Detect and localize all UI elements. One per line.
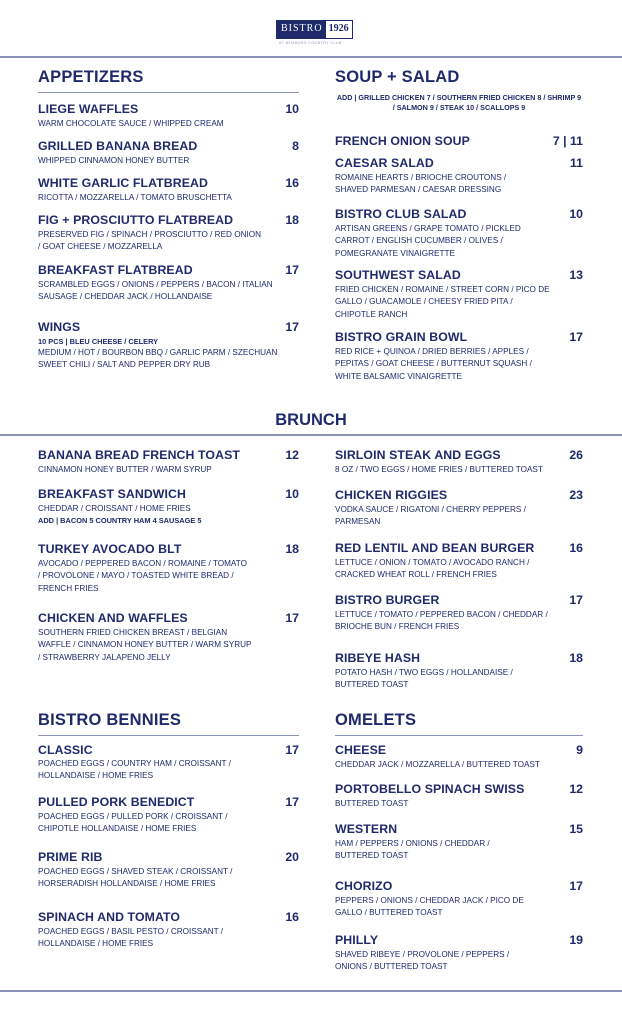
item-name: GRILLED BANANA BREAD: [38, 139, 198, 153]
bennies-header: [38, 711, 299, 736]
item-name: FIG + PROSCIUTTO FLATBREAD: [38, 213, 234, 227]
item-name: SIRLOIN STEAK AND EGGS: [335, 448, 501, 462]
item-price: 13: [569, 268, 583, 282]
item-addons: 10 PCS | BLEU CHEESE / CELERY: [38, 337, 159, 346]
item-name: SPINACH AND TOMATO: [38, 910, 181, 924]
item-description: LETTUCE / TOMATO / PEPPERED BACON / CHEDDAR / BRIOCHE BUN / FRENCH FRIES: [335, 610, 548, 632]
item-price: 7 | 11: [552, 134, 583, 148]
item-name: RED LENTIL AND BEAN BURGER: [335, 541, 535, 555]
logo-subtitle: AT BEMBURG COUNTRY CLUB: [279, 41, 342, 45]
item-price: 17: [569, 330, 583, 344]
item-price: 16: [285, 176, 299, 190]
item-description: SCRAMBLED EGGS / ONIONS / PEPPERS / BACON / ITALIAN SAUSAGE / CHEDDAR JACK / HOLLANDAISE: [38, 280, 273, 302]
menu-item: [335, 541, 583, 582]
omelets-header: [335, 711, 583, 736]
item-description: FRIED CHICKEN / ROMAINE / STREET CORN / PICO DE GALLO / GUACAMOLE / CHEESY FRIED PITA / CHIPOTLE RANCH: [335, 285, 550, 319]
menu-item: [335, 782, 583, 810]
item-description: CHEDDAR / CROISSANT / HOME FRIES: [38, 504, 191, 513]
item-price: 15: [569, 822, 583, 836]
logo-text-bistro: BISTRO: [277, 21, 326, 38]
menu-item: [38, 850, 299, 891]
section-title: BISTRO BENNIES: [38, 711, 182, 729]
item-name: LIEGE WAFFLES: [38, 102, 139, 116]
menu-item: [335, 933, 583, 974]
menu-item: [38, 139, 299, 167]
item-description: MEDIUM / HOT / BOURBON BBQ / GARLIC PARM / SZECHUAN SWEET CHILI / SALT AND PEPPER DRY RUB: [38, 348, 278, 370]
item-name: WINGS: [38, 320, 81, 334]
item-name: CHORIZO: [335, 879, 393, 893]
item-description: WHIPPED CINNAMON HONEY BUTTER: [38, 156, 190, 165]
menu-item: [38, 542, 299, 595]
section-title: APPETIZERS: [38, 68, 144, 86]
section-title: OMELETS: [335, 711, 417, 729]
section-underline: [335, 735, 583, 736]
item-price: 16: [569, 541, 583, 555]
item-price: 12: [285, 448, 299, 462]
item-description: PRESERVED FIG / SPINACH / PROSCIUTTO / RED ONION / GOAT CHEESE / MOZZARELLA: [38, 230, 262, 252]
item-name: PHILLY: [335, 933, 379, 947]
menu-item: [335, 651, 583, 692]
item-price: 10: [285, 102, 299, 116]
menu-item: [335, 822, 583, 863]
item-price: 10: [285, 487, 299, 501]
bistro-logo: [276, 20, 353, 39]
item-name: PULLED PORK BENEDICT: [38, 795, 195, 809]
item-price: 17: [285, 743, 299, 757]
section-title: SOUP + SALAD: [335, 68, 460, 86]
item-name: BISTRO CLUB SALAD: [335, 207, 467, 221]
item-price: 17: [285, 263, 299, 277]
item-addons: ADD | BACON 5 COUNTRY HAM 4 SAUSAGE 5: [38, 516, 202, 526]
menu-item: [335, 134, 583, 149]
item-price: 18: [285, 213, 299, 227]
item-price: 18: [285, 542, 299, 556]
section-underline: [38, 735, 299, 736]
item-price: 9: [576, 743, 583, 757]
item-description: CINNAMON HONEY BUTTER / WARM SYRUP: [38, 465, 212, 474]
appetizers-header: [38, 68, 299, 93]
item-description: CHEDDAR JACK / MOZZARELLA / BUTTERED TOAST: [335, 760, 540, 769]
bottom-divider: [0, 990, 622, 992]
item-description: SHAVED RIBEYE / PROVOLONE / PEPPERS / ONIONS / BUTTERED TOAST: [335, 950, 510, 972]
item-name: CAESAR SALAD: [335, 156, 434, 170]
item-price: 10: [569, 207, 583, 221]
item-description: ROMAINE HEARTS / BRIOCHE CROUTONS / SHAVED PARMESAN / CAESAR DRESSING: [335, 173, 507, 195]
item-description: SOUTHERN FRIED CHICKEN BREAST / BELGIAN WAFFLE / CINNAMON HONEY BUTTER / WARM SYRUP / STRAWBERRY JALAPENO JELLY: [38, 628, 252, 662]
item-name: WHITE GARLIC FLATBREAD: [38, 176, 209, 190]
menu-item: [335, 593, 583, 634]
item-description: RED RICE + QUINOA / DRIED BERRIES / APPLES / PEPITAS / GOAT CHEESE / BUTTERNUT SQUASH / WHITE BALSAMIC VINAIGRETTE: [335, 347, 532, 381]
item-description: VODKA SAUCE / RIGATONI / CHERRY PEPPERS / PARMESAN: [335, 505, 526, 527]
brunch-title: BRUNCH: [275, 411, 347, 429]
menu-item: [335, 268, 583, 321]
item-description: BUTTERED TOAST: [335, 799, 409, 808]
menu-item: [335, 488, 583, 529]
menu-item: [38, 263, 299, 304]
menu-item: [335, 330, 583, 383]
soup-salad-header: [335, 68, 583, 113]
menu-item: [38, 795, 299, 836]
item-name: BREAKFAST SANDWICH: [38, 487, 186, 501]
item-price: 16: [285, 910, 299, 924]
menu-item: [38, 487, 299, 526]
item-name: SOUTHWEST SALAD: [335, 268, 461, 282]
item-price: 17: [569, 593, 583, 607]
item-name: RIBEYE HASH: [335, 651, 421, 665]
item-name: CLASSIC: [38, 743, 93, 757]
item-description: 8 OZ / TWO EGGS / HOME FRIES / BUTTERED TOAST: [335, 465, 543, 474]
item-price: 12: [569, 782, 583, 796]
item-price: 17: [569, 879, 583, 893]
item-description: POTATO HASH / TWO EGGS / HOLLANDAISE / BUTTERED TOAST: [335, 668, 513, 690]
menu-item: [38, 213, 299, 254]
section-addons-note: ADD | GRILLED CHICKEN 7 / SOUTHERN FRIED CHICKEN 8 / SHRIMP 9 / SALMON 9 / STEAK 10 / SCALLOPS 9: [336, 93, 582, 112]
item-description: POACHED EGGS / PULLED PORK / CROISSANT / CHIPOTLE HOLLANDAISE / HOME FRIES: [38, 812, 228, 834]
item-description: PEPPERS / ONIONS / CHEDDAR JACK / PICO DE GALLO / BUTTERED TOAST: [335, 896, 524, 918]
item-name: BISTRO GRAIN BOWL: [335, 330, 468, 344]
item-name: CHICKEN AND WAFFLES: [38, 611, 188, 625]
menu-item: [335, 879, 583, 920]
menu-item: [335, 743, 583, 771]
item-description: POACHED EGGS / COUNTRY HAM / CROISSANT / HOLLANDAISE / HOME FRIES: [38, 759, 231, 781]
item-name: BANANA BREAD FRENCH TOAST: [38, 448, 240, 462]
item-description: HAM / PEPPERS / ONIONS / CHEDDAR / BUTTERED TOAST: [335, 839, 490, 861]
item-price: 18: [569, 651, 583, 665]
item-price: 26: [569, 448, 583, 462]
item-description: AVOCADO / PEPPERED BACON / ROMAINE / TOMATO / PROVOLONE / MAYO / TOASTED WHITE BREAD / FRENCH FRIES: [38, 559, 247, 593]
section-underline: [38, 92, 299, 93]
item-name: WESTERN: [335, 822, 398, 836]
item-price: 17: [285, 611, 299, 625]
item-price: 20: [285, 850, 299, 864]
item-price: 17: [285, 320, 299, 334]
item-description: ARTISAN GREENS / GRAPE TOMATO / PICKLED CARROT / ENGLISH CUCUMBER / OLIVES / POMEGRANATE VINAIGRETTE: [335, 224, 521, 258]
item-name: BREAKFAST FLATBREAD: [38, 263, 193, 277]
menu-item: [38, 611, 299, 664]
item-name: CHEESE: [335, 743, 387, 757]
item-name: PORTOBELLO SPINACH SWISS: [335, 782, 525, 796]
item-description: RICOTTA / MOZZARELLA / TOMATO BRUSCHETTA: [38, 193, 232, 202]
menu-item: [335, 448, 583, 476]
item-price: 23: [569, 488, 583, 502]
item-price: 17: [285, 795, 299, 809]
menu-item: [38, 910, 299, 951]
item-name: CHICKEN RIGGIES: [335, 488, 448, 502]
item-description: LETTUCE / ONION / TOMATO / AVOCADO RANCH / CRACKED WHEAT ROLL / FRENCH FRIES: [335, 558, 530, 580]
item-description: POACHED EGGS / SHAVED STEAK / CROISSANT / HORSERADISH HOLLANDAISE / HOME FRIES: [38, 867, 233, 889]
menu-item: [38, 743, 299, 783]
item-name: PRIME RIB: [38, 850, 103, 864]
top-divider: [0, 56, 622, 58]
brunch-divider: [0, 434, 622, 436]
item-price: 11: [570, 156, 583, 170]
item-name: BISTRO BURGER: [335, 593, 440, 607]
item-price: 19: [569, 933, 583, 947]
item-description: WARM CHOCOLATE SAUCE / WHIPPED CREAM: [38, 119, 224, 128]
menu-item: [38, 102, 299, 130]
menu-item: [38, 448, 299, 476]
item-name: TURKEY AVOCADO BLT: [38, 542, 182, 556]
item-price: 8: [292, 139, 299, 153]
logo-text-year: 1926: [326, 21, 352, 38]
menu-item: [38, 320, 299, 372]
menu-item: [335, 207, 583, 260]
item-description: POACHED EGGS / BASIL PESTO / CROISSANT / HOLLANDAISE / HOME FRIES: [38, 927, 224, 949]
menu-item: [335, 156, 583, 197]
menu-item: [38, 176, 299, 204]
item-name: FRENCH ONION SOUP: [335, 134, 470, 148]
